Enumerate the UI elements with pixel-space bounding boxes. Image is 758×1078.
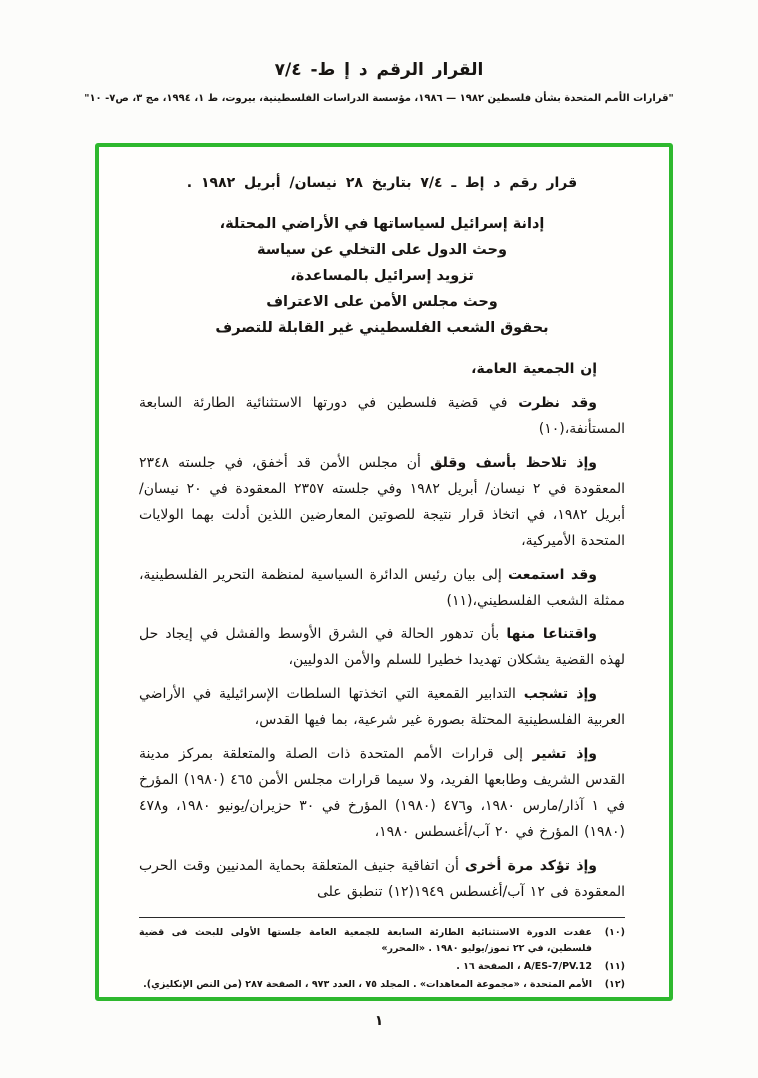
header-title: القرار الرقم د إ ط- ٧/٤: [274, 60, 484, 80]
page-number: ١: [374, 1013, 384, 1029]
footnote-number: (١١): [604, 960, 625, 972]
paragraph-lead: وقد نظرت: [518, 395, 597, 412]
paragraph-lead: وقد استمعت: [507, 566, 597, 583]
paragraph-text: أن مجلس الأمن قد أخفق، في جلسته ٢٣٤٨ المعقودة في ٢ نيسان/ أبريل ١٩٨٢ وفي جلسته ٢٣٥٧ المعقودة في ٢٠ نيسان/ أبريل ١٩٨٢، في اتخاذ قرار نتيجة للصوتين المعارضين اللذين أدلت بهما الولايات المتحدة الأميركية،: [139, 455, 626, 549]
document-frame: [95, 143, 673, 1001]
paragraph-text: التدابير القمعية التي اتخذتها السلطات الإسرائيلية في الأراضي العربية الفلسطينية المحتلة بصورة غير شرعية، بما فيها القدس،: [139, 686, 625, 729]
paragraph-text: أن اتفاقية جنيف المتعلقة بحماية المدنيين وقت الحرب المعقودة فى ١٢ آب/أغسطس ١٩٤٩(١٢) تنطبق على: [139, 857, 625, 900]
paragraph-lead: وإذ تشير: [532, 746, 597, 763]
footnote-number: (١٢): [604, 978, 625, 990]
heading-line: وحث مجلس الأمن على الاعتراف: [266, 294, 498, 311]
footnote-divider: [139, 917, 625, 918]
document-content: [99, 147, 669, 997]
paragraph: [139, 391, 625, 443]
paragraph-lead: إن الجمعية العامة،: [471, 361, 597, 378]
paragraph-text: إلى بيان رئيس الدائرة السياسية لمنظمة التحرير الفلسطينية، ممثلة الشعب الفلسطيني،(١١): [139, 566, 625, 609]
footnote-text: الأمم المتحدة ، «مجموعة المعاهدات» . المجلد ٧٥ ، العدد ٩٧٣ ، الصفحة ٢٨٧ (من النص الإنكليزي).: [143, 978, 592, 990]
paragraph: [139, 682, 625, 734]
footnote: [139, 977, 625, 992]
heading-line: تزويد إسرائيل بالمساعدة،: [290, 268, 474, 285]
footnote-number: (١٠): [604, 927, 625, 939]
footnote-text: A/ES-7/PV.12 ، الصفحة ١٦ .: [456, 960, 592, 972]
footnote: [139, 959, 625, 974]
page-header: [0, 60, 758, 104]
heading-line: إدانة إسرائيل لسياساتها في الأراضي المحتلة،: [219, 216, 545, 232]
resolution-title: قرار رقم د إط ـ ٧/٤ بتاريخ ٢٨ نيسان/ أبريل ١٩٨٢ .: [186, 175, 578, 191]
footnote-text: عقدت الدورة الاستثنائية الطارئة السابعة للجمعية العامة جلستها الأولى للبحث فى قضية فلسطين، في ٢٢ تموز/يوليو ١٩٨٠ . «المحرر»: [139, 927, 592, 954]
paragraph: [139, 357, 625, 383]
header-source-line: "قرارات الأمم المتحدة بشأن فلسطين ١٩٨٢ — ١٩٨٦، مؤسسة الدراسات الفلسطينية، بيروت، ط ١، ١٩٩٤، مج ٣، ص٧- ١٠": [84, 93, 674, 104]
paragraph-lead: وإذ تلاحظ بأسف وقلق: [429, 455, 598, 472]
paragraph: [139, 563, 625, 615]
resolution-headings: [139, 211, 625, 341]
resolution-body: [139, 357, 625, 913]
footnotes-section: [139, 913, 625, 995]
paragraph-text: في قضية فلسطين في دورتها الاستثنائية الطارئة السابعة المستأنفة،(١٠): [139, 395, 625, 438]
paragraph-text: بأن تدهور الحالة في الشرق الأوسط والفشل في إيجاد حل لهذه القضية يشكلان تهديدا خطيرا للسلم والأمن الدوليين،: [139, 626, 625, 669]
heading-line: وحث الدول على التخلي عن سياسة: [257, 242, 507, 259]
paragraph-lead: واقتناعا منها: [506, 626, 598, 643]
paragraph-text: إلى قرارات الأمم المتحدة ذات الصلة والمتعلقة بمركز مدينة القدس الشريف وطابعها الفريد، ولا سيما قرارات مجلس الأمن ٤٦٥ (١٩٨٠) المؤرخ في ١ آذار/مارس ١٩٨٠، و٤٧٦ (١٩٨٠) المؤرخ في ٣٠ حزيران/يونيو ١٩٨٠، و٤٧٨ (١٩٨٠) المؤرخ في ٢٠ آب/أغسطس ١٩٨٠،: [139, 746, 625, 840]
paragraph: [139, 451, 625, 555]
paragraph: [139, 854, 625, 906]
paragraph-lead: وإذ تشجب: [523, 686, 597, 703]
paragraph: [139, 742, 625, 846]
footnote: [139, 925, 625, 955]
heading-line: بحقوق الشعب الفلسطيني غير القابلة للتصرف: [215, 320, 549, 337]
paragraph: [139, 622, 625, 674]
paragraph-lead: وإذ تؤكد مرة أخرى: [464, 857, 598, 874]
